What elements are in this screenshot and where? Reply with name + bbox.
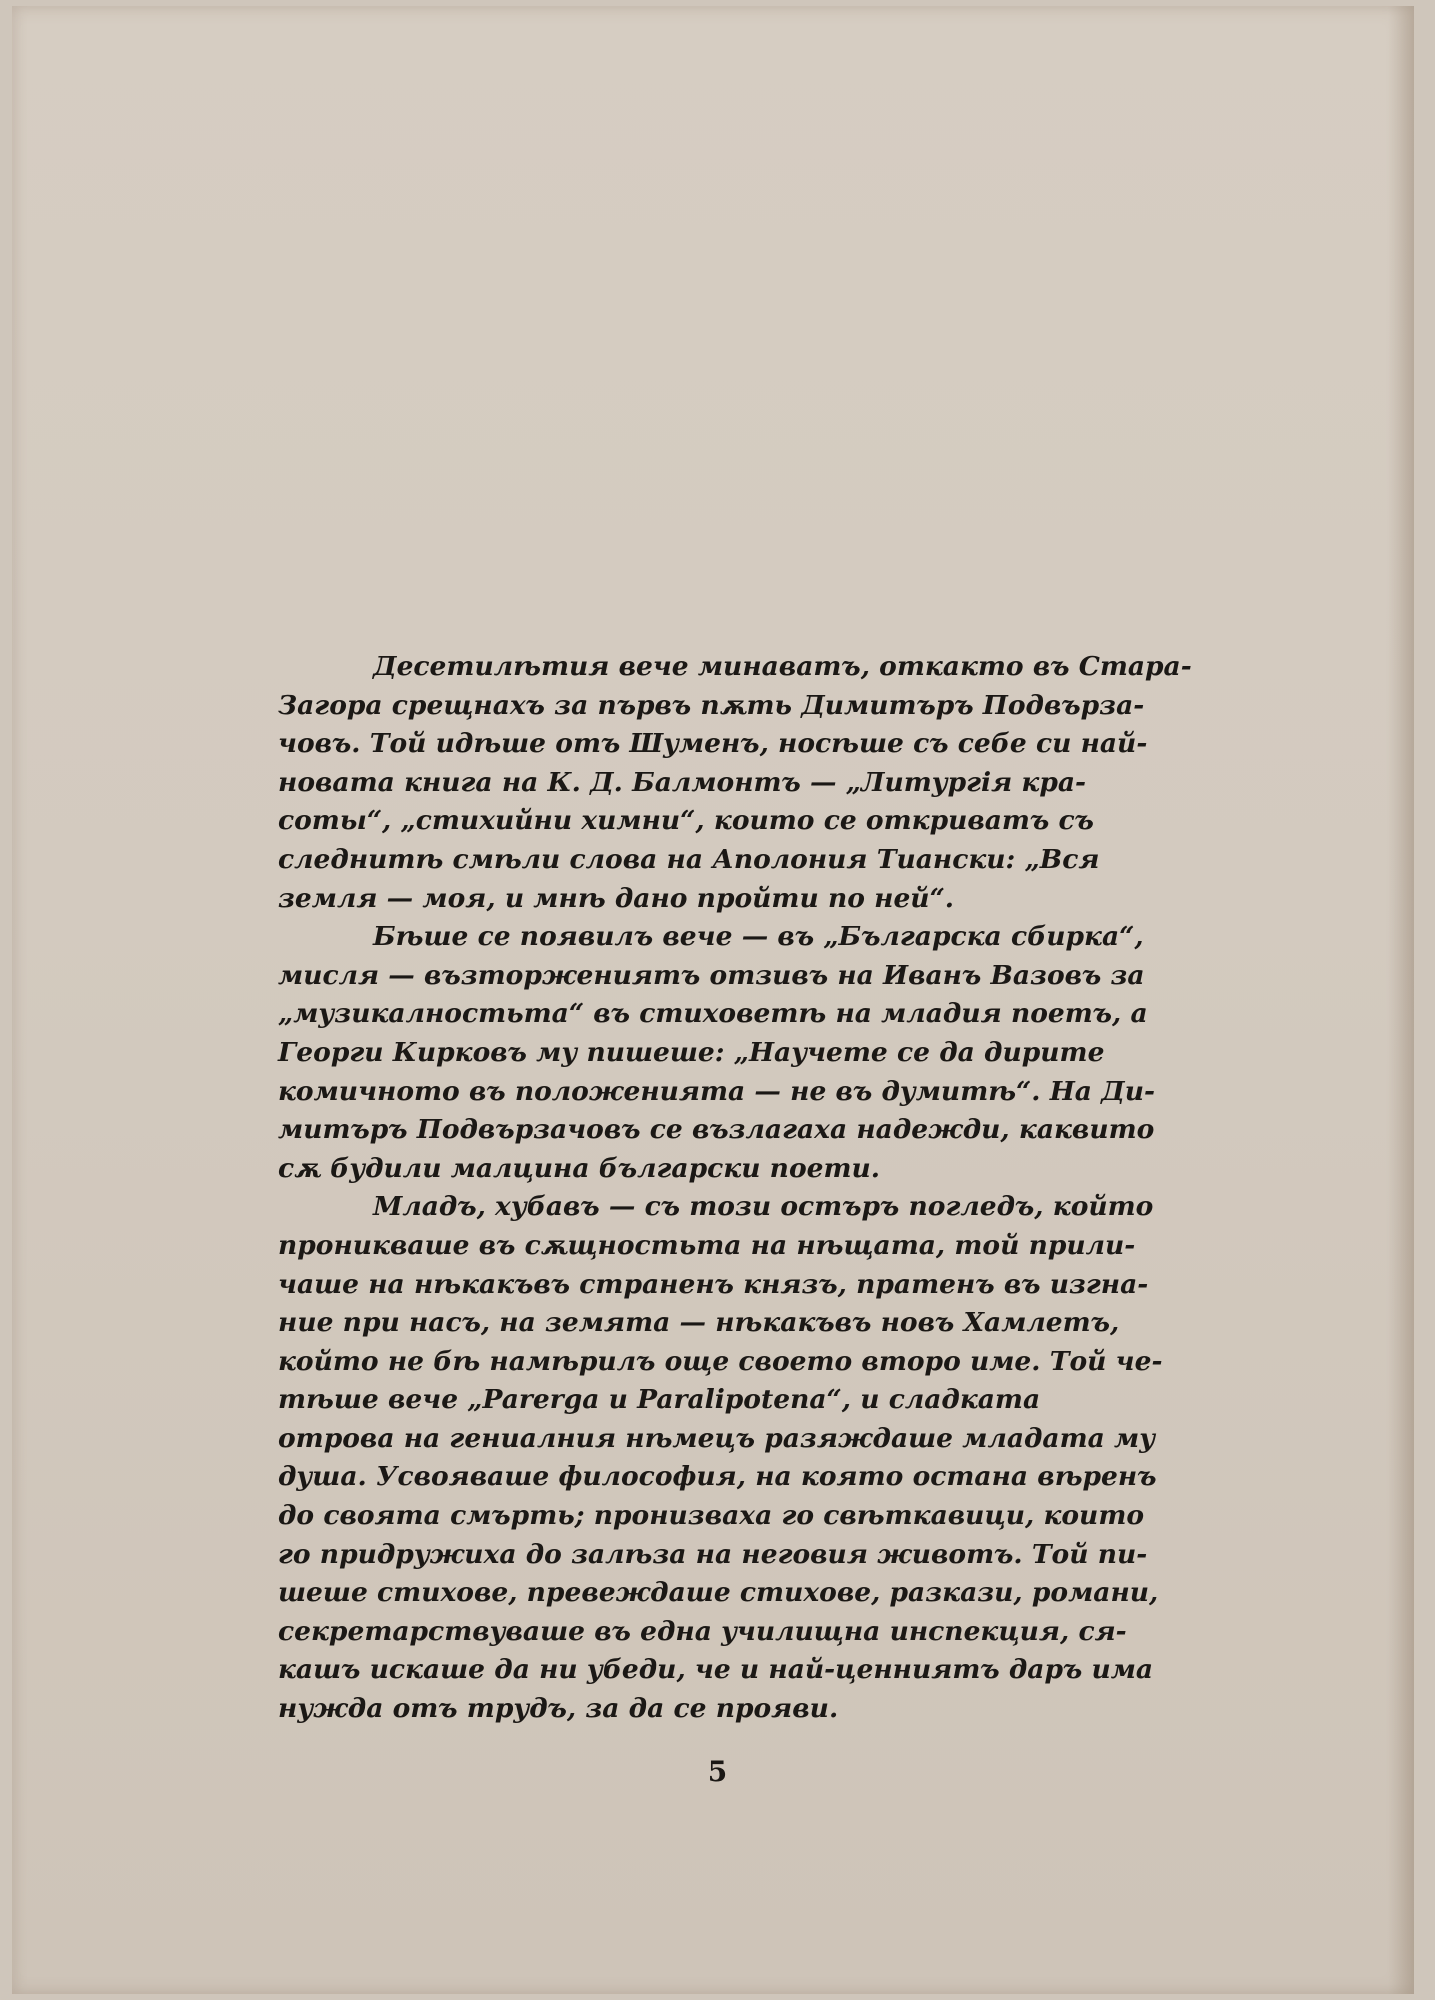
body-text xyxy=(278,648,1193,1729)
page-number: 5 xyxy=(707,1755,728,1788)
paragraph-2: Бѣше се появилъ вече — въ „Българска сбирка“, мисля — възторжениятъ отзивъ на Иванъ Вазовъ за „музикалностьта“ въ стиховетѣ на младия поетъ, а Георги Кирковъ му пишеше: „Научете се да дирите комичното въ положенията — не въ думитѣ“. На Ди- митъръ Подвързачовъ се възлагаха надежди, каквито сѫ будили малцина български поети. xyxy=(278,921,1156,1184)
paragraph-3: Младъ, хубавъ — съ този остъръ погледъ, който проникваше въ сѫщностьта на нѣщата, той прили- чаше на нѣкакъвъ страненъ князъ, пратенъ въ изгна- ние при насъ, на земята — нѣкакъвъ новъ Хамлетъ, който не бѣ намѣрилъ още своето второ име. Той че- тѣше вече „Parerga и Paralipotena“, и сладката отрова на гениалния нѣмецъ разяждаше младата му душа. Усвояваше философия, на която остана вѣренъ до своята смърть; пронизваха го свѣткавици, които го придружиха до залѣза на неговия животъ. Той пи- шеше стихове, превеждаше стихове, разкази, романи, секретарствуваше въ една училищна инспекция, ся- кашъ искаше да ни убеди, че и най-ценниятъ даръ има нужда отъ трудъ, за да се прояви. xyxy=(278,1191,1163,1725)
paragraph-1: Десетилѣтия вече минаватъ, откакто въ Стара- Загора срещнахъ за първъ пѫть Димитъръ Подвърза- човъ. Той идѣше отъ Шуменъ, носѣше съ себе си най- новата книга на К. Д. Балмонтъ — „Литургія кра- соты“, „стихийни химни“, които се откриватъ съ следнитѣ смѣли слова на Аполония Тиански: „Вся земля — моя, и мнѣ дано пройти по ней“. xyxy=(278,651,1192,914)
page-edge-shadow xyxy=(1388,6,1414,1994)
